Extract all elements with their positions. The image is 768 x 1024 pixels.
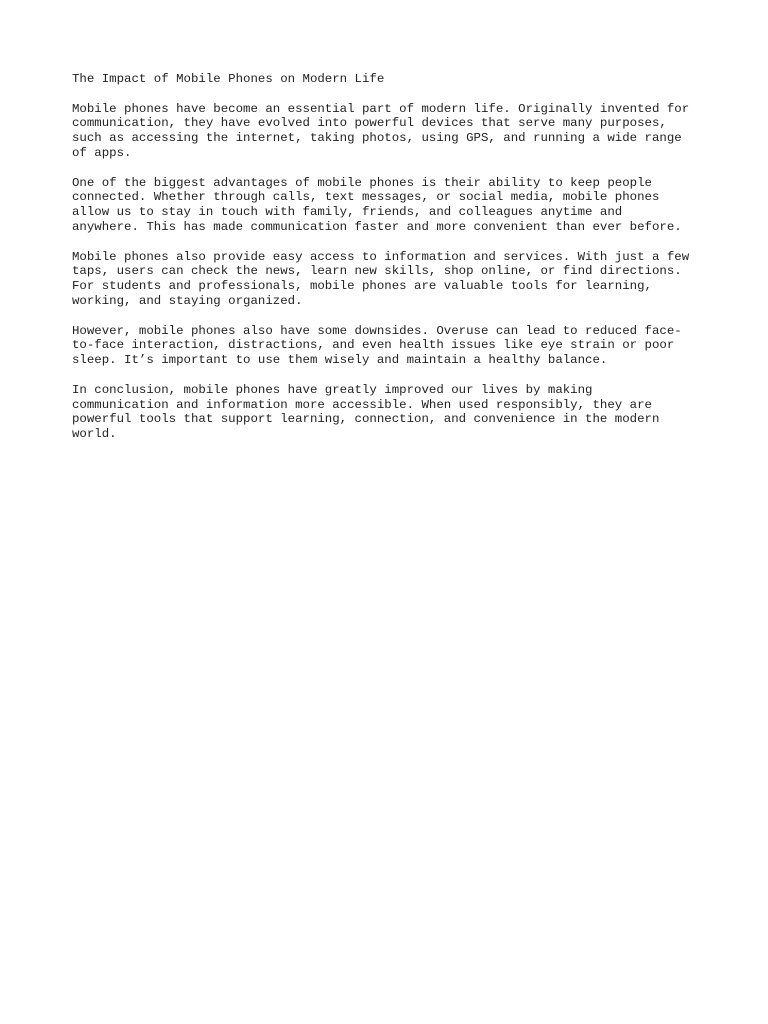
text-line: such as accessing the internet, taking photos, using GPS, and running a wide range <box>72 131 682 146</box>
text-line: Mobile phones have become an essential part of modern life. Originally invented for <box>72 101 690 116</box>
text-line: anywhere. This has made communication faster and more convenient than ever before. <box>72 219 682 234</box>
text-line: communication, they have evolved into powerful devices that serve many purposes, <box>72 116 667 131</box>
document-title: The Impact of Mobile Phones on Modern Life <box>72 72 385 86</box>
text-line: world. <box>72 427 117 442</box>
text-line: taps, users can check the news, learn new skills, shop online, or find directions. <box>72 264 682 279</box>
text-line: For students and professionals, mobile phones are valuable tools for learning, <box>72 279 652 294</box>
paragraph-intro <box>72 102 702 161</box>
text-line: powerful tools that support learning, connection, and convenience in the modern <box>72 412 660 427</box>
text-line: connected. Whether through calls, text messages, or social media, mobile phones <box>72 190 660 205</box>
paragraph-downsides <box>72 324 702 368</box>
text-line: allow us to stay in touch with family, friends, and colleagues anytime and <box>72 205 623 220</box>
text-line: of apps. <box>72 145 132 160</box>
paragraph-conclusion <box>72 383 702 442</box>
text-line: to-face interaction, distractions, and even health issues like eye strain or poor <box>72 338 675 353</box>
text-line: sleep. It’s important to use them wisely and maintain a healthy balance. <box>72 353 608 368</box>
text-line: One of the biggest advantages of mobile phones is their ability to keep people <box>72 175 652 190</box>
text-line: In conclusion, mobile phones have greatly improved our lives by making <box>72 382 593 397</box>
document-body <box>72 72 702 457</box>
text-line: communication and information more accessible. When used responsibly, they are <box>72 397 652 412</box>
text-line: However, mobile phones also have some downsides. Overuse can lead to reduced face- <box>72 323 682 338</box>
text-line: Mobile phones also provide easy access to information and services. With just a few <box>72 249 690 264</box>
text-line: working, and staying organized. <box>72 293 303 308</box>
paragraph-advantages <box>72 176 702 235</box>
paragraph-access <box>72 250 702 309</box>
